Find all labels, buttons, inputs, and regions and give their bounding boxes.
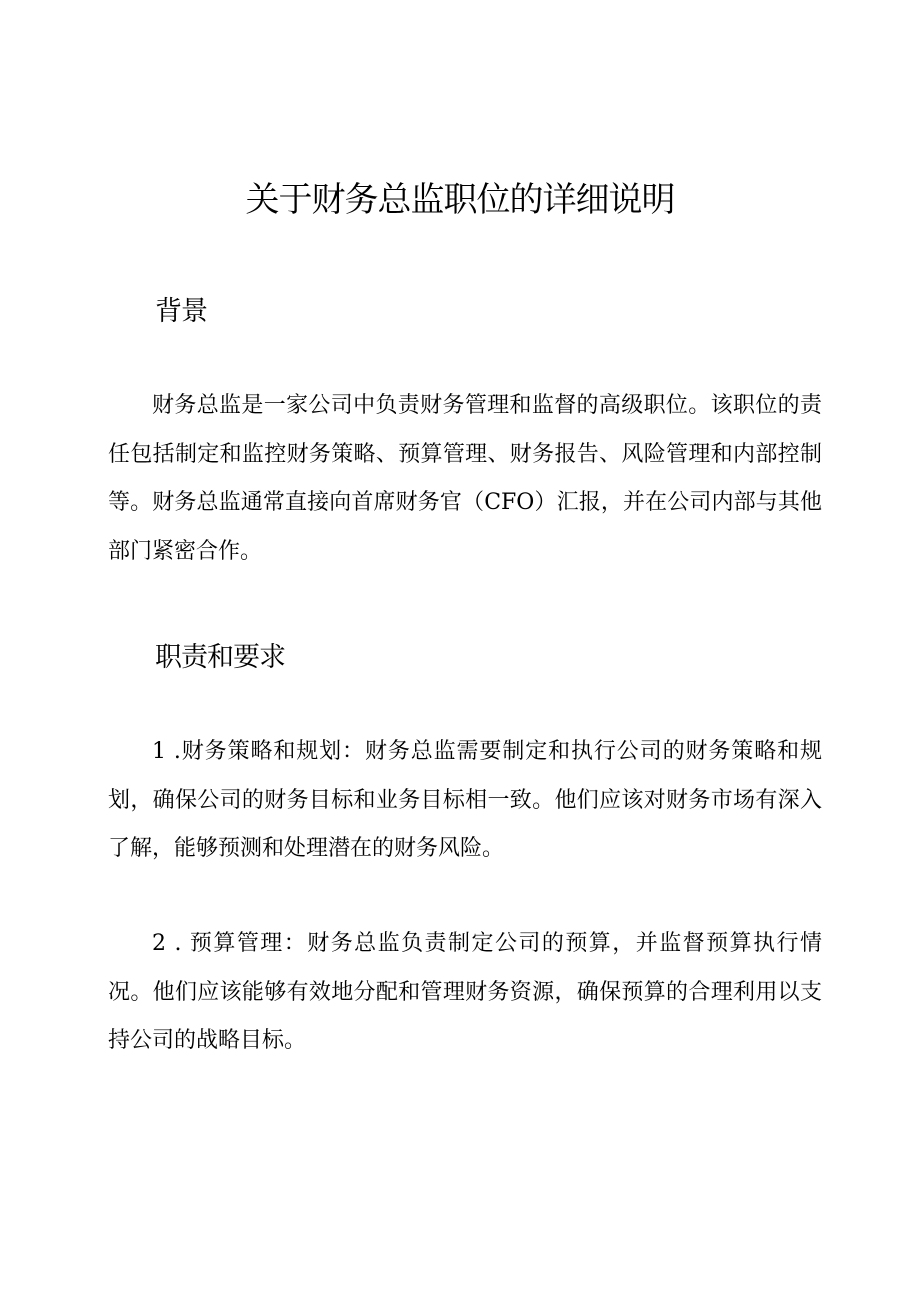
document-title: 关于财务总监职位的详细说明: [245, 180, 675, 220]
section-heading-duties: 职责和要求: [155, 642, 285, 673]
section-heading-background: 背景: [155, 296, 207, 327]
duty-item-budget: 2 . 预算管理：财务总监负责制定公司的预算，并监督预算执行情况。他们应该能够有效地分配和管理财务资源，确保预算的合理利用以支持公司的战略目标。: [108, 931, 822, 1053]
duty-item-strategy: 1 .财务策略和规划：财务总监需要制定和执行公司的财务策略和规划，确保公司的财务目标和业务目标相一致。他们应该对财务市场有深入了解，能够预测和处理潜在的财务风险。: [108, 739, 822, 861]
background-paragraph: 财务总监是一家公司中负责财务管理和监督的高级职位。该职位的责任包括制定和监控财务策略、预算管理、财务报告、风险管理和内部控制等。财务总监通常直接向首席财务官（CFO）汇报，并在公司内部与其他部门紧密合作。: [108, 393, 822, 564]
